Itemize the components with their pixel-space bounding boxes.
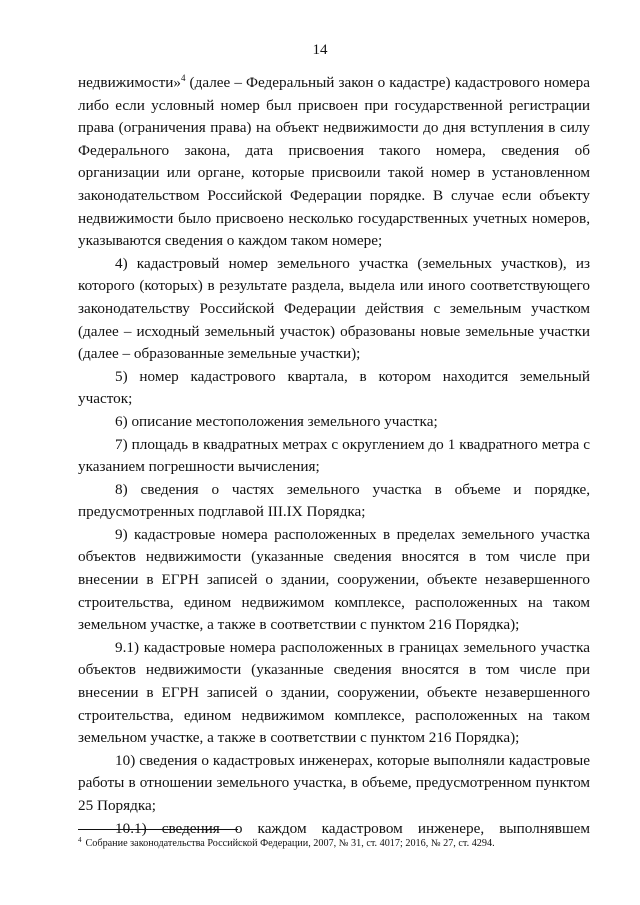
paragraph-text: недвижимости» xyxy=(78,74,181,91)
page-number: 14 xyxy=(312,42,328,58)
paragraph-item-10-1: 10.1) сведения о каждом кадастровом инженере, выполнявшем xyxy=(115,819,590,837)
footnote-reference: 4 xyxy=(181,72,186,83)
paragraph-item-8: 8) сведения о частях земельного участка в объеме и порядке, предусмотренных подглавой III.IX Порядка; xyxy=(78,480,590,521)
paragraph-item-9-1: 9.1) кадастровые номера расположенных в границах земельного участка объектов недвижимости (указанные сведения вносятся в том числе при внесении в ЕГРН записей о здании, сооружении, объекте незавершенного строительства, едином недвижимом комплексе, расположенных на таком земельном участке, а также в соответствии с пунктом 216 Порядка); xyxy=(78,638,590,747)
paragraph-item-4: 4) кадастровый номер земельного участка (земельных участков), из которого (которых) в результате раздела, выдела или иного соответствующего законодательству Российской Федерации действия с земельным участком (далее – исходный земельный участок) образованы новые земельные участки (далее – образованные земельные участки); xyxy=(78,254,590,363)
paragraph-text: (далее – Федеральный закон о кадастре) кадастрового номера либо если условный номер был присвоен при государственной регистрации права (ограничения права) на объект недвижимости до дня вступления в силу Федерального закона, дата присвоения такого номера, сведения об организации или органе, которые присвоили такой номер в установленном законодательством Российской Федерации порядке. В случае если объекту недвижимости было присвоено несколько государственных учетных номеров, указываются сведения о каждом таком номере; xyxy=(78,74,590,250)
footnote-text: Собрание законодательства Российской Федерации, 2007, № 31, ст. 4017; 2016, № 27, ст. 4294. xyxy=(85,838,495,849)
paragraph-item-9: 9) кадастровые номера расположенных в пределах земельного участка объектов недвижимости (указанные сведения вносятся в том числе при внесении в ЕГРН записей о здании, сооружении, объекте незавершенного строительства, едином недвижимом комплексе, расположенных на таком земельном участке, а также в соответствии с пунктом 216 Порядка); xyxy=(78,525,590,634)
paragraph-continuation xyxy=(78,72,590,253)
footnote-number: 4 xyxy=(78,835,82,844)
footnote xyxy=(78,837,598,851)
footnote-divider xyxy=(78,829,238,830)
paragraph-item-5: 5) номер кадастрового квартала, в котором находится земельный участок; xyxy=(78,367,590,408)
document-body xyxy=(78,72,590,840)
paragraph-item-10: 10) сведения о кадастровых инженерах, которые выполняли кадастровые работы в отношении земельного участка, в объеме, предусмотренном пунктом 25 Порядка; xyxy=(78,751,590,814)
paragraph-item-6: 6) описание местоположения земельного участка; xyxy=(115,412,438,430)
paragraph-item-7: 7) площадь в квадратных метрах с округлением до 1 квадратного метра с указанием погрешности вычисления; xyxy=(78,435,590,476)
